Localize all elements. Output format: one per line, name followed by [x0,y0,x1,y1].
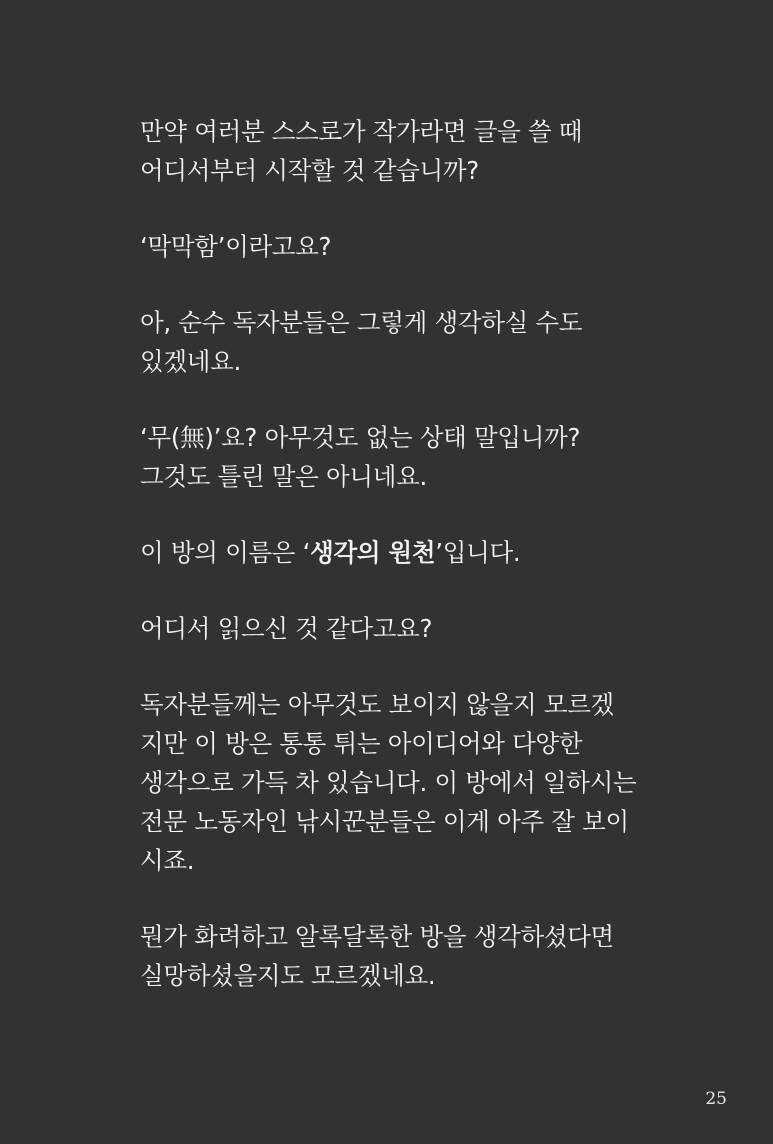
paragraph-6 [140,609,700,648]
paragraph-7 [140,685,700,880]
body-text [140,112,700,1032]
text-line: ‘막막함’이라고요? [140,232,332,261]
text-line: 지만 이 방은 통통 튀는 아이디어와 다양한 [140,729,583,758]
room-name-emphasis: 생각의 원천 [310,538,436,567]
text-line: ‘무(無)’요? 아무것도 없는 상태 말입니까? [140,423,581,452]
text-line: 어디서 읽으신 것 같다고요? [140,614,433,643]
text-line: 그것도 틀린 말은 아니네요. [140,462,427,491]
text-line: 생각으로 가득 차 있습니다. 이 방에서 일하시는 [140,768,637,797]
text-line: 시죠. [140,846,195,875]
text-line [140,533,700,572]
text-line: 뭔가 화려하고 알록달록한 방을 생각하셨다면 [140,922,614,951]
paragraph-2 [140,227,700,266]
paragraph-1 [140,112,700,190]
paragraph-3 [140,303,700,381]
text-segment: ’입니다. [435,538,521,567]
text-line: 전문 노동자인 낚시꾼분들은 이게 아주 잘 보이 [140,807,629,836]
text-line: 아, 순수 독자분들은 그렇게 생각하실 수도 [140,308,583,337]
text-line: 실망하셨을지도 모르겠네요. [140,961,436,990]
text-line: 있겠네요. [140,347,241,376]
paragraph-8 [140,917,700,995]
text-line: 만약 여러분 스스로가 작가라면 글을 쓸 때 [140,117,583,146]
paragraph-5 [140,533,700,572]
text-line: 독자분들께는 아무것도 보이지 않을지 모르겠 [140,690,614,719]
text-line: 어디서부터 시작할 것 같습니까? [140,156,479,185]
text-segment: 이 방의 이름은 ‘ [140,538,311,567]
page-number: 25 [705,1089,727,1109]
paragraph-4 [140,418,700,496]
